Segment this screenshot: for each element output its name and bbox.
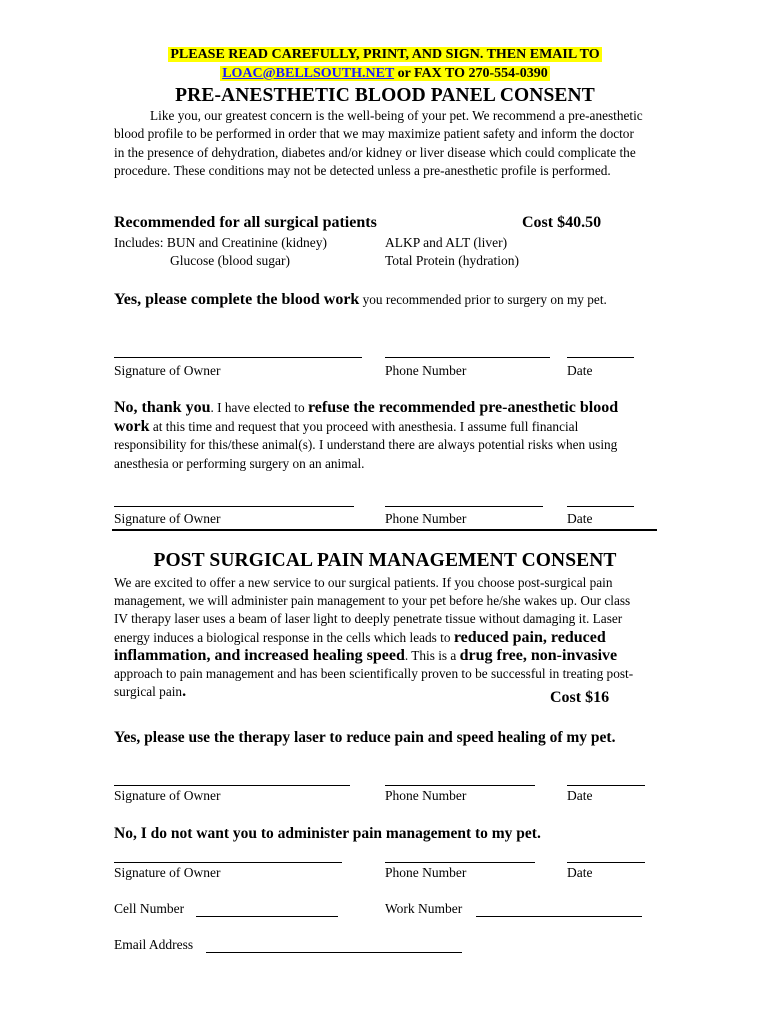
cell-number-label: Cell Number	[114, 901, 185, 916]
refusal-text-1: . I have elected to	[210, 400, 308, 415]
date-label-4: Date	[567, 865, 593, 880]
work-number-label: Work Number	[385, 901, 463, 916]
pain-body-dot: .	[182, 683, 187, 701]
pain-benefits-bold: reduced pain, reduced inflammation, and increased healing speed	[114, 628, 606, 664]
signature-label-2: Signature of Owner	[114, 511, 221, 526]
date-label-1: Date	[567, 363, 593, 378]
laser-yes-statement: Yes, please use the therapy laser to reduce pain and speed healing of my pet.	[114, 729, 616, 746]
date-label-2: Date	[567, 511, 593, 526]
email-address-label: Email Address	[114, 937, 194, 952]
notice-contact-line	[0, 65, 770, 82]
phone-line-4[interactable]	[385, 862, 535, 863]
signature-label-3: Signature of Owner	[114, 788, 221, 803]
phone-label-3: Phone Number	[385, 788, 467, 803]
fax-text: or FAX TO 270-554-0390	[394, 66, 548, 81]
includes-liver: ALKP and ALT (liver)	[385, 235, 508, 250]
pain-body-2: . This is a	[404, 647, 460, 663]
signature-label-4: Signature of Owner	[114, 865, 221, 880]
cell-number-field[interactable]	[196, 916, 338, 917]
blood-panel-intro: Like you, our greatest concern is the well-being of your pet. We recommend a pre-anesthetic blood profile to be performed in order that we may maximize patient safety and inform the doctor in the presence of dehydration, diabetes and/or kidney or liver disease which could complicate the procedure. These conditions may not be detected unless a pre-anesthetic profile is performed.	[114, 108, 643, 178]
date-line-3[interactable]	[567, 785, 645, 786]
date-label-3: Date	[567, 788, 593, 803]
notice-line-1: PLEASE READ CAREFULLY, PRINT, AND SIGN. THEN EMAIL TO	[170, 47, 600, 62]
email-link[interactable]: LOAC@BELLSOUTH.NET	[222, 66, 395, 81]
instruction-notice	[0, 46, 770, 63]
pain-management-description	[114, 574, 644, 701]
phone-label-4: Phone Number	[385, 865, 467, 880]
refusal-bold-1: No, thank you	[114, 399, 211, 416]
blood-work-yes-statement	[114, 290, 644, 309]
section-divider	[112, 529, 657, 531]
signature-line-3[interactable]	[114, 785, 350, 786]
refusal-bold-2: refuse the recommended pre-anesthetic blood work	[114, 399, 619, 435]
date-line-2[interactable]	[567, 506, 634, 507]
work-number-field[interactable]	[476, 916, 642, 917]
pain-management-title: POST SURGICAL PAIN MANAGEMENT CONSENT	[153, 550, 617, 571]
blood-panel-title: PRE-ANESTHETIC BLOOD PANEL CONSENT	[175, 85, 595, 106]
phone-label-2: Phone Number	[385, 511, 467, 526]
phone-line-3[interactable]	[385, 785, 535, 786]
blood-work-refusal-statement	[114, 399, 644, 473]
recommended-label: Recommended for all surgical patients	[114, 214, 377, 231]
pain-body-3: approach to pain management and has been scientifically proven to be successful in treating post-surgical pain	[114, 666, 634, 700]
date-line-1[interactable]	[567, 357, 634, 358]
refusal-text-2: at this time and request that you proceed with anesthesia. I assume full financial responsibility for this/these animal(s). I understand there are always potential risks when using anesthesia or performing surgery on an animal.	[114, 418, 618, 471]
signature-line-4[interactable]	[114, 862, 342, 863]
includes-glucose: Glucose (blood sugar)	[170, 253, 290, 268]
signature-label-1: Signature of Owner	[114, 363, 221, 378]
pain-body-1: We are excited to offer a new service to our surgical patients. If you choose post-surgical pain management, we will administer pain management to your pet before he/she wakes up. Our class IV therapy laser uses a beam of laser light to deeply penetrate tissue without damaging it. Laser energy induces a biological response in the cells which leads to	[114, 575, 631, 645]
laser-refusal-statement: No, I do not want you to administer pain management to my pet.	[114, 825, 541, 842]
blood-work-yes-rest: you recommended prior to surgery on my pet.	[359, 292, 607, 307]
signature-line-2[interactable]	[114, 506, 354, 507]
date-line-4[interactable]	[567, 862, 645, 863]
blood-work-yes-bold: Yes, please complete the blood work	[114, 291, 360, 308]
pain-management-cost: Cost $16	[550, 689, 610, 706]
phone-line-2[interactable]	[385, 506, 543, 507]
includes-kidney: Includes: BUN and Creatinine (kidney)	[114, 235, 327, 250]
phone-line-1[interactable]	[385, 357, 550, 358]
phone-label-1: Phone Number	[385, 363, 467, 378]
drug-free-bold: drug free, non-invasive	[459, 646, 618, 664]
includes-protein: Total Protein (hydration)	[385, 253, 520, 268]
signature-line-1[interactable]	[114, 357, 362, 358]
email-address-field[interactable]	[206, 952, 462, 953]
blood-panel-cost: Cost $40.50	[522, 214, 602, 231]
